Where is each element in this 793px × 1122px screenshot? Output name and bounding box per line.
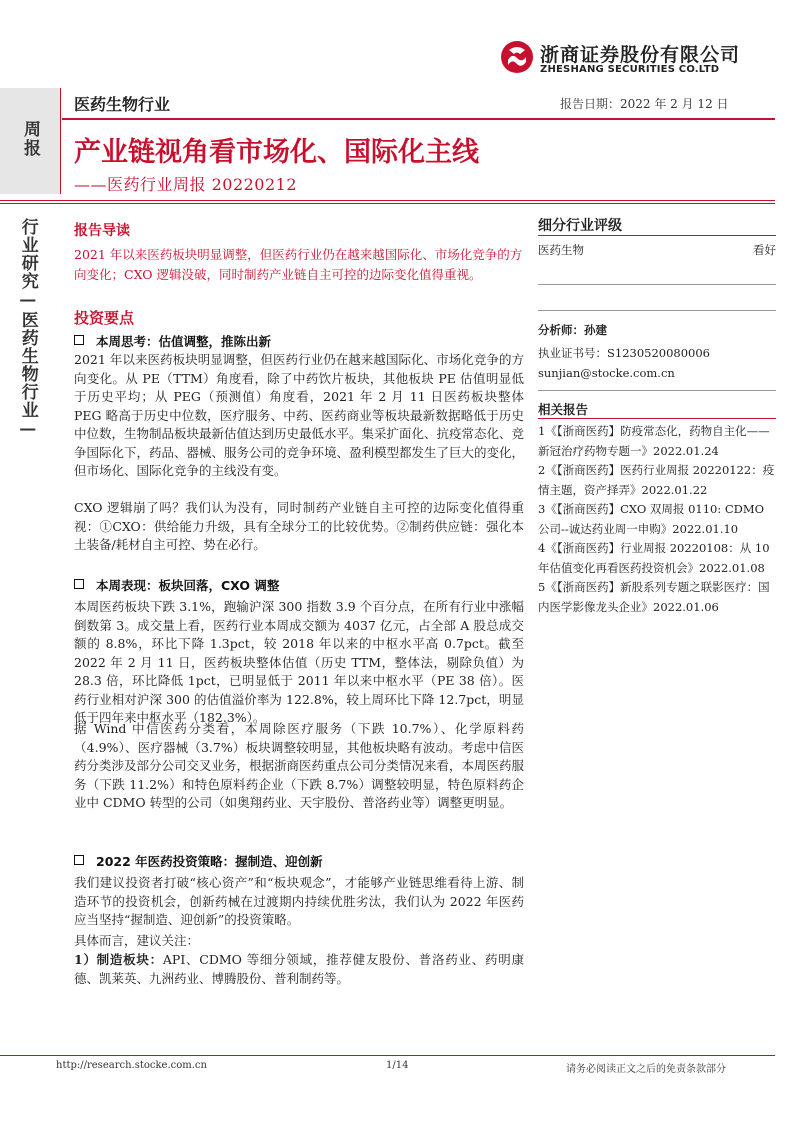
paragraph: 本周医药板块下跌 3.1%，跑输沪深 300 指数 3.9 个百分点，在所有行业中涨幅倒数第 3。成交量上看，医药行业本周成交额为 4037 亿元，占全部 A 股总成交额的 8.8%，环比下降 1.3pct，较 2018 年以来的中枢水平高 0.7pct。截至 2022 年 2 月 11 日，医药板块整体估值（历史 TTM，整体法，剔除负值）为 28.3 倍，环比降低 1pct，已明显低于 2011 年以来中枢水平（PE 38 倍）。医药行业相对沪深 300 的估值溢价率为 122.8%，较上周环比下降 12.7pct，明显低于四年来中枢水平（182.3%）。 (74, 599, 524, 725)
footer-rule (0, 1055, 775, 1056)
section-heading (74, 576, 279, 594)
rating-value: 看好 (753, 243, 776, 257)
paragraph: CXO 逻辑崩了吗？我们认为没有，同时制药产业链自主可控的边际变化值得重视：①CXO：供给能力升级，具有全球分工的比较优势。②制药供应链：强化本土装备/耗材自主可控、势在必行。 (74, 500, 524, 552)
report-type-label: 周报 (20, 120, 40, 158)
related-list (538, 422, 776, 617)
rating-heading: 细分行业评级 (538, 218, 622, 234)
company-name-en: ZHESHANG SECURITIES CO.LTD (540, 64, 720, 75)
section-heading (74, 332, 271, 350)
paragraph: 具体而言，建议关注： (74, 933, 200, 948)
section-title: 本周表现：板块回落，CXO 调整 (96, 578, 280, 593)
related-rule (538, 418, 776, 419)
related-item[interactable]: 4《【浙商医药】行业周报 20220108：从 10 年估值变化再看医药投资机会》2022.01.08 (538, 541, 770, 575)
page-number: 1/14 (386, 1060, 409, 1071)
guide-heading: 报告导读 (74, 223, 130, 239)
industry-name: 医药生物行业 (74, 95, 171, 114)
checkbox-bullet-icon (74, 335, 84, 345)
paragraph: 我们建议投资者打破“核心资产”和“板块观念”，才能够产业链思维看待上游、制造环节的投资机会，创新药械在过渡期内持续优胜劣汰，我们认为 2022 年医药应当坚持“握制造、迎创新”的投资策略。 (74, 875, 524, 927)
footer-url[interactable]: http://research.stocke.com.cn (56, 1060, 207, 1071)
related-item[interactable]: 3《【浙商医药】CXO 双周报 0110: CDMO 公司--诚达药业周一申购》2022.01.10 (538, 502, 765, 536)
key-points-heading: 投资要点 (74, 309, 135, 327)
title-rule-1 (0, 200, 775, 201)
checkbox-bullet-icon (74, 855, 84, 865)
report-category-label: 行业研究—医药生物行业— (17, 218, 38, 440)
guide-text: 2021 年以来医药板块明显调整，但医药行业仍在越来越国际化、市场化竞争的方向变化；CXO 逻辑没破，同时制药产业链自主可控的边际变化值得重视。 (74, 247, 523, 282)
company-name-cn: 浙商证券股份有限公司 (540, 44, 741, 66)
bold-lead-text: API、CDMO 等细分领域，推荐健友股份、普洛药业、药明康德、凯莱英、九洲药业、博腾股份、普利制药等。 (74, 952, 524, 986)
section-title: 2022 年医药投资策略：握制造、迎创新 (96, 854, 323, 869)
related-heading: 相关报告 (538, 402, 589, 417)
analyst-email[interactable]: sunjian@stocke.com.cn (538, 366, 675, 380)
rating-rule-bottom-2 (538, 310, 776, 311)
report-date: 报告日期：2022 年 2 月 12 日 (560, 97, 729, 111)
paragraph: 据 Wind 中信医药分类看，本周除医疗服务（下跌 10.7%）、化学原料药（4.9%）、医疗器械（3.7%）板块调整较明显，其他板块略有波动。考虑中信医药分类涉及部分公司交叉业务，根据浙商医药重点公司分类情况来看，本周医药服务（下跌 11.2%）和特色原料药企业（下跌 8.7%）调整较明显，特色原料药企业中 CDMO 转型的公司（如奥翔药业、天宇股份、普洛药业等）调整更明显。 (74, 721, 525, 810)
side-divider (60, 88, 61, 194)
related-item[interactable]: 2《【浙商医药】医药行业周报 20220122：疫情主题，资产择弄》2022.01.22 (538, 463, 775, 497)
footer-disclaimer: 请务必阅读正文之后的免责条款部分 (566, 1064, 726, 1075)
paragraph (74, 951, 524, 988)
title-rule-2 (0, 203, 775, 204)
section-heading (74, 852, 323, 870)
paragraph: 2021 年以来医药板块明显调整，但医药行业仍在越来越国际化、市场化竞争的方向变化。从 PE（TTM）角度看，除了中药饮片板块，其他板块 PE 估值明显低于历史平均；从 PEG（预测值）角度看，2021 年 2 月 11 日医药板块整体 PEG 略高于历史中位数，医疗服务、中药、医药商业等板块最新数据略低于历史中位数，生物制品板块最新估值达到历史最低水平。集采扩面化、抗疫常态化、竞争国际化下，药品、器械、服务公司的竞争环境、盈利模型都发生了巨大的变化，但市场化、国际化竞争的主线没有变。 (74, 352, 525, 478)
analyst-cert: 执业证书号：S1230520080006 (538, 346, 710, 360)
bold-lead: 1）制造板块： (74, 952, 163, 967)
company-logo-icon (500, 40, 534, 74)
rating-rule-bottom (538, 284, 776, 285)
section-title: 本周思考：估值调整，推陈出新 (96, 334, 272, 349)
related-item[interactable]: 1《【浙商医药】防疫常态化，药物自主化——新冠治疗药物专题一》2022.01.24 (538, 424, 770, 458)
rating-row (538, 242, 776, 258)
related-item[interactable]: 5《【浙商医药】新股系列专题之联影医疗：国内医学影像龙头企业》2022.01.06 (538, 580, 770, 614)
page-subtitle: ——医药行业周报 20220212 (74, 175, 298, 194)
rating-sector: 医药生物 (538, 243, 584, 257)
page-title: 产业链视角看市场化、国际化主线 (74, 137, 479, 168)
analyst-name: 分析师：孙建 (538, 323, 607, 337)
rating-rule (538, 235, 776, 236)
header-rule (62, 118, 775, 120)
checkbox-bullet-icon (74, 579, 84, 589)
analyst-rule (538, 390, 776, 391)
